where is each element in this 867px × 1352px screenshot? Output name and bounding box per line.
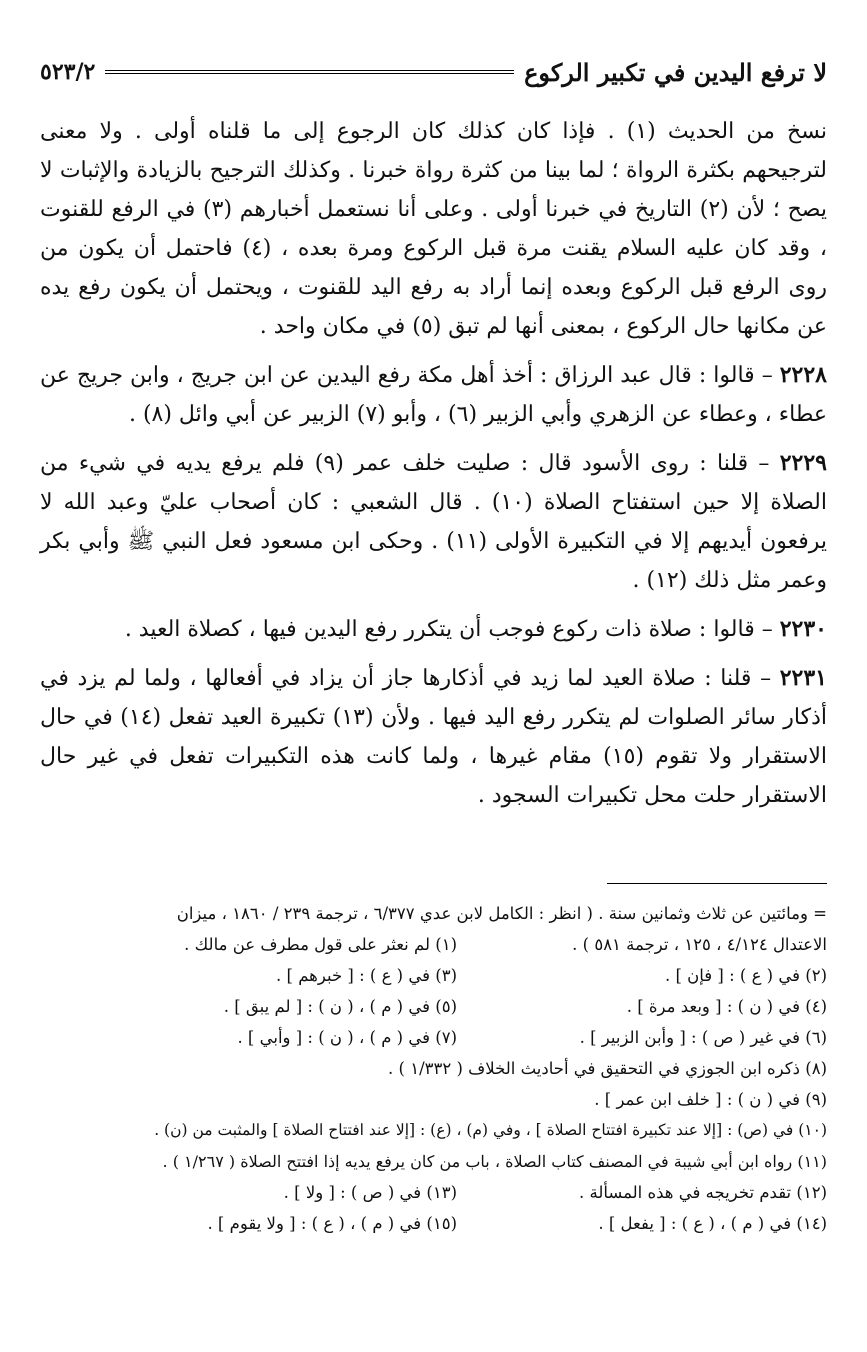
footnote-row — [40, 991, 827, 1022]
paragraph-number: ٢٢٢٩ — [779, 450, 827, 476]
paragraph — [40, 659, 827, 815]
paragraph-number: ٢٢٣٠ — [779, 616, 827, 642]
footnote-11: (١١) رواه ابن أبي شيبة في المصنف كتاب الصلاة ، باب من كان يرفع يديه إذا افتتح الصلاة ( ١/٢٦٧ ) . — [162, 1152, 827, 1171]
footnote-10: (١٠) في (ص) : [إلا عند تكبيرة افتتاح الصلاة ] ، وفي (م) ، (ع) : [إلا عند افتتاح الصلاة ] والمثبت من (ن) . — [154, 1121, 827, 1139]
running-header — [40, 52, 827, 92]
paragraph-text: – قالوا : قال عبد الرزاق : أخذ أهل مكة رفع اليدين عن ابن جريج ، وابن جريج عن عطاء ، وعطاء عن الزهري وأبي الزبير (٦) ، وأبو (٧) الزبير عن أبي وائل (٨) . — [40, 363, 827, 427]
footnote-row — [40, 929, 827, 960]
paragraph — [40, 112, 827, 346]
footnote-1: (١) لم نعثر على قول مطرف عن مالك . — [184, 935, 457, 954]
footnote-8: (٨) ذكره ابن الجوزي في التحقيق في أحاديث الخلاف ( ١/٣٣٢ ) . — [388, 1059, 827, 1078]
paragraph-text: – قلنا : صلاة العيد لما زيد في أذكارها جاز أن يزاد في أفعالها ، ولما لم يزد في أذكار سائر الصلوات لم يتكرر رفع اليد فيها . ولأن (١٣) تكبيرة العيد تفعل (١٤) في حال الاستقرار ولا تقوم (١٥) مقام غيرها ، ولما كانت هذه التكبيرات تفعل في غير حال الاستقرار حلت محل تكبيرات السجود . — [40, 666, 827, 808]
paragraph-number: ٢٢٣١ — [779, 665, 827, 691]
running-title: لا ترفع اليدين في تكبير الركوع — [524, 57, 827, 87]
footnote-continuation: الاعتدال ٤/١٢٤ ، ١٢٥ ، ترجمة ٥٨١ ) . — [572, 935, 827, 954]
footnote-6: (٦) في غير ( ص ) : [ وأبن الزبير ] . — [579, 1028, 827, 1047]
footnote-15: (١٥) في ( م ) ، ( ع ) : [ ولا يقوم ] . — [207, 1214, 457, 1233]
header-rule — [105, 70, 514, 74]
footnote-14: (١٤) في ( م ) ، ( ع ) : [ يفعل ] . — [598, 1214, 827, 1233]
paragraph — [40, 356, 827, 434]
footnote-row — [40, 1208, 827, 1239]
footnote-5: (٥) في ( م ) ، ( ن ) : [ لم يبق ] . — [223, 997, 457, 1016]
paragraph-text: – قلنا : روى الأسود قال : صليت خلف عمر (٩) فلم يرفع يديه في شيء من الصلاة إلا حين استفتاح الصلاة (١٠) . قال الشعبي : كان أصحاب عليّ وعبد الله لا يرفعون أيديهم إلا في التكبيرة الأولى (١١) . وحكى ابن مسعود فعل النبي ﷺ وأبي بكر وعمر مثل ذلك (١٢) . — [40, 451, 828, 593]
footnote-7: (٧) في ( م ) ، ( ن ) : [ وأبي ] . — [237, 1028, 457, 1047]
footnote-continuation: = ومائتين عن ثلاث وثمانين سنة . ( انظر : الكامل لابن عدي ٦/٣٧٧ ، ترجمة ٢٣٩ / ١٨٦٠ ، ميزان — [176, 904, 827, 923]
footnote-separator — [607, 883, 827, 884]
page-number: ٥٢٣/٢ — [40, 59, 96, 85]
paragraph — [40, 610, 827, 649]
footnote-9: (٩) في ( ن ) : [ خلف ابن عمر ] . — [594, 1090, 827, 1109]
footnote-row — [40, 1177, 827, 1208]
footnotes — [40, 898, 827, 1239]
footnote-12: (١٢) تقدم تخريجه في هذه المسألة . — [579, 1183, 827, 1202]
footnote-4: (٤) في ( ن ) : [ وبعد مرة ] . — [626, 997, 827, 1016]
paragraph-number: ٢٢٢٨ — [779, 362, 827, 388]
footnote-row — [40, 960, 827, 991]
paragraph-text: نسخ من الحديث (١) . فإذا كان كذلك كان الرجوع إلى ما قلناه أولى . ولا معنى لترجيحهم بكثرة الرواة ؛ لما بينا من كثرة رواة خبرنا . وكذلك الترجيح بالزيادة والإثبات لا يصح ؛ لأن (٢) التاريخ في خبرنا أولى . وعلى أنا نستعمل أخبارهم (٣) في الرفع للقنوت ، وقد كان عليه السلام يقنت مرة قبل الركوع ومرة بعده ، (٤) فاحتمل أن يكون من روى الرفع قبل الركوع وبعده إنما أراد به رفع اليد للقنوت ، ويحتمل أن يكون رفع يده عن مكانها حال الركوع ، بمعنى أنها لم تبق (٥) في مكان واحد . — [40, 119, 827, 339]
main-text — [40, 112, 827, 825]
footnote-2: (٢) في ( ع ) : [ فإن ] . — [664, 966, 827, 985]
paragraph-text: – قالوا : صلاة ذات ركوع فوجب أن يتكرر رفع اليدين فيها ، كصلاة العيد . — [124, 617, 773, 642]
footnote-3: (٣) في ( ع ) : [ خبرهم ] . — [276, 966, 457, 985]
footnote-row — [40, 1022, 827, 1053]
paragraph — [40, 444, 827, 600]
footnote-13: (١٣) في ( ص ) : [ ولا ] . — [283, 1183, 457, 1202]
